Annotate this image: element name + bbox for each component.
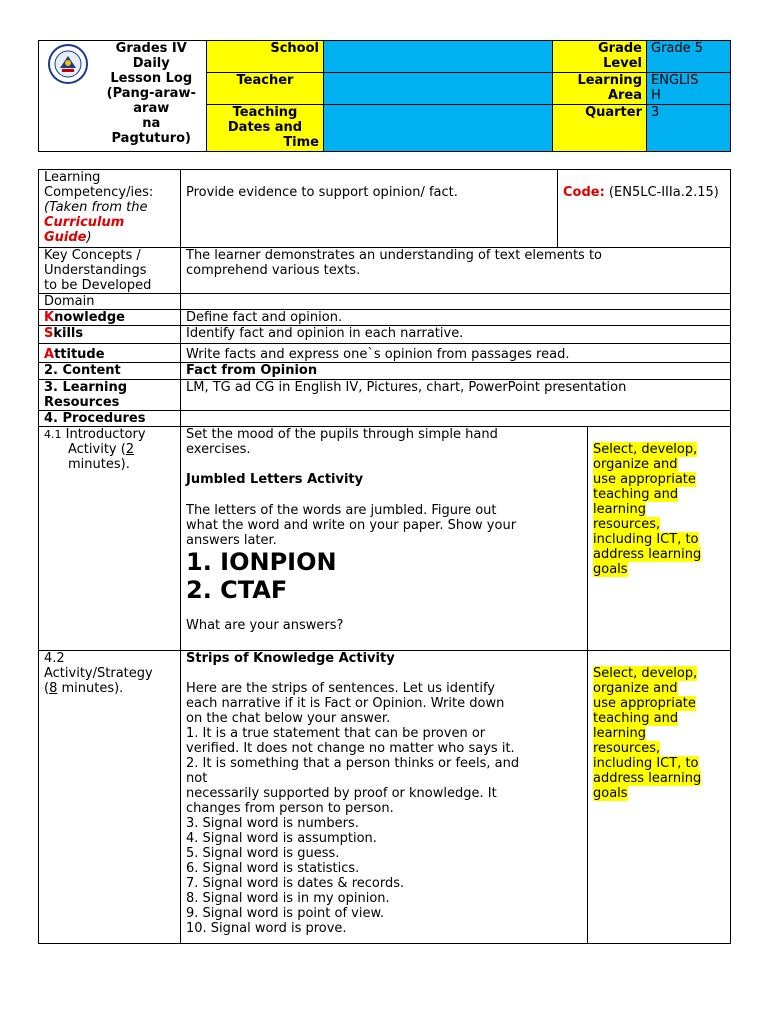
note-line: Select, develop, [593,442,698,457]
intro-note [588,427,731,651]
list-item: verified. It does not change no matter who says it. [186,741,515,756]
label-line: Key Concepts / [44,248,141,263]
teacher-field[interactable] [324,73,553,105]
domain-value [181,294,731,310]
curriculum-word: Curriculum [44,215,125,230]
resources-text: LM, TG ad CG in English IV, Pictures, chart, PowerPoint presentation [181,380,731,411]
competency-row [39,170,731,248]
list-item: 10. Signal word is prove. [186,921,347,936]
grade-label-line: Grade [598,41,642,56]
guide-word: Guide [44,230,87,245]
text-line: The learner demonstrates an understanding of text elements to [186,248,602,263]
grade-label-line: Level [603,56,642,71]
domain-row [39,294,731,310]
note-line: teaching and [593,487,679,502]
label-text: minutes). [57,681,124,696]
label-line: to be Developed [44,278,152,293]
teaching-dates-field[interactable] [324,105,553,152]
label-line: Understandings [44,263,147,278]
list-item: necessarily supported by proof or knowledge. It [186,786,497,801]
procedures-row [39,411,731,427]
text-line: Set the mood of the pupils through simple hand [186,427,498,442]
quarter-label: Quarter [553,105,647,152]
label-line: Competency/ies: [44,185,154,200]
list-item: 7. Signal word is dates & records. [186,876,405,891]
strategy-activity-row [39,651,731,944]
learning-area-label [553,73,647,105]
initial-letter: A [44,347,55,362]
label-text: minutes). [68,457,130,472]
text-line: what the word and write on your paper. Show your [186,518,517,533]
content-row [39,363,731,380]
note-line: including ICT, to [593,532,699,547]
strategy-note [588,651,731,944]
title-line: Lesson Log [110,71,193,86]
text-line: Here are the strips of sentences. Let us identify [186,681,495,696]
key-concepts-text [181,248,731,294]
skills-row [39,326,731,344]
label-line: (Taken from the [44,200,148,215]
list-item: 9. Signal word is point of view. [186,906,385,921]
text-line: on the chat below your answer. [186,711,391,726]
content-text: Fact from Opinion [181,363,731,380]
grade-level-label [553,41,647,73]
initial-letter: K [44,310,55,325]
knowledge-row [39,310,731,326]
label-rest: kills [53,326,84,341]
intro-activity-row [39,427,731,651]
intro-content [181,427,588,651]
note-line: goals [593,562,628,577]
attitude-label [39,344,181,363]
area-value-line: H [651,88,661,103]
note-line: including ICT, to [593,756,699,771]
logo-cell [39,41,97,152]
label-text: Introductory [61,427,146,442]
dates-label-line: Time [283,135,319,150]
minutes-value: 8 [49,681,58,696]
activity-title: Strips of Knowledge Activity [186,651,395,666]
label-text: ( [44,681,50,696]
label-line: Resources [44,395,120,410]
list-item: 6. Signal word is statistics. [186,861,360,876]
text-line: answers later. [186,533,277,548]
list-item: 4. Signal word is assumption. [186,831,377,846]
list-item: 8. Signal word is in my opinion. [186,891,390,906]
note-line: goals [593,786,628,801]
jumbled-word: 2. CTAF [186,576,288,604]
question-text: What are your answers? [186,618,344,633]
label-rest: nowledge [54,310,125,325]
note-line: use appropriate [593,696,696,711]
note-line: teaching and [593,711,679,726]
list-item: 5. Signal word is guess. [186,846,340,861]
initial-letter: S [44,326,54,341]
grade-level-field[interactable]: Grade 5 [647,41,731,73]
teaching-dates-label [207,105,324,152]
procedures-label: 4. Procedures [39,411,181,427]
note-line: resources, [593,741,661,756]
label-rest: ttitude [54,347,105,362]
attitude-row [39,344,731,363]
quarter-field[interactable]: 3 [647,105,731,152]
list-item: 3. Signal word is numbers. [186,816,359,831]
resources-label [39,380,181,411]
procedures-value [181,411,731,427]
strategy-label [39,651,181,944]
code-label: Code: [563,185,605,200]
knowledge-label [39,310,181,326]
note-line: address learning [593,547,702,562]
close-paren: ) [86,230,92,245]
activity-title: Jumbled Letters Activity [186,472,364,487]
deped-seal-icon [47,43,89,85]
note-line: learning [593,726,647,741]
text-line: The letters of the words are jumbled. Figure out [186,503,497,518]
school-label: School [207,41,324,73]
competency-code [558,170,731,248]
note-line: Select, develop, [593,666,698,681]
text-line: comprehend various texts. [186,263,361,278]
jumbled-word: 1. IONPION [186,548,337,576]
note-line: address learning [593,771,702,786]
domain-label: Domain [39,294,181,310]
learning-area-field[interactable] [647,73,731,105]
list-item: 1. It is a true statement that can be proven or [186,726,486,741]
list-item: 2. It is something that a person thinks or feels, and [186,756,520,771]
teacher-label: Teacher [207,73,324,105]
key-concepts-row [39,248,731,294]
list-item: changes from person to person. [186,801,394,816]
note-line: learning [593,502,647,517]
label-text: Activity ( [68,442,126,457]
intro-label [39,427,181,651]
section-number: 4.1 [44,428,62,441]
label-text: Activity/Strategy [44,666,153,681]
dates-label-line: Dates and [227,120,303,135]
log-title [97,41,207,152]
lesson-table [38,169,731,944]
text-line: each narrative if it is Fact or Opinion. Write down [186,696,505,711]
label-line: Learning [44,170,101,185]
resources-row [39,380,731,411]
skills-label [39,326,181,344]
knowledge-text: Define fact and opinion. [181,310,731,326]
skills-text: Identify fact and opinion in each narrative. [181,326,731,344]
area-label-line: Learning [577,73,642,88]
header-table [38,40,731,152]
minutes-value: 2 [125,442,135,457]
key-concepts-label [39,248,181,294]
note-line: organize and [593,457,678,472]
title-line: (Pang-araw-araw [106,86,196,116]
title-line: na Pagtuturo) [111,116,191,146]
area-label-line: Area [607,88,642,103]
section-number: 4.2 [44,651,65,666]
title-line: Grades IV [115,41,187,56]
strategy-content [181,651,588,944]
title-line: Daily [132,56,170,71]
dates-label-line: Teaching [232,105,298,120]
content-label: 2. Content [39,363,181,380]
text-line: exercises. [186,442,251,457]
competency-text: Provide evidence to support opinion/ fact. [181,170,558,248]
note-line: organize and [593,681,678,696]
note-line: use appropriate [593,472,696,487]
list-item: not [186,771,208,786]
label-line: 3. Learning [44,380,128,395]
area-value-line: ENGLIS [651,73,699,88]
note-line: resources, [593,517,661,532]
competency-label [39,170,181,248]
school-field[interactable] [324,41,553,73]
code-value: (EN5LC-IIIa.2.15) [604,185,719,200]
attitude-text: Write facts and express one`s opinion from passages read. [181,344,731,363]
